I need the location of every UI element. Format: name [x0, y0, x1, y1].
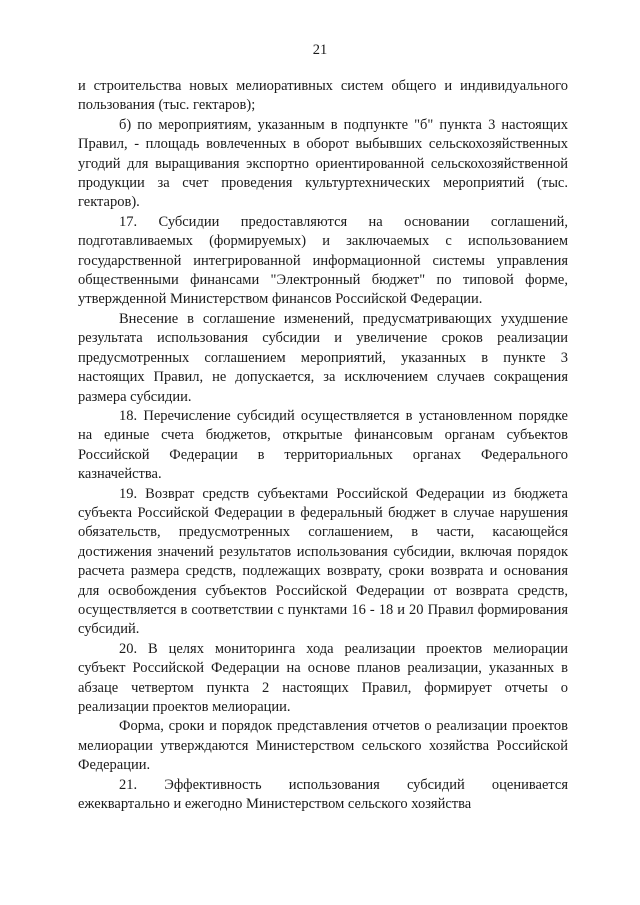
paragraph: и строительства новых мелиоративных систем общего и индивидуального пользования (тыс. гектаров); [78, 78, 568, 114]
paragraph: 20. В целях мониторинга хода реализации проектов мелиорации субъект Российской Федерации на основе планов реализации, указанных в абзаце четвертом пункта 2 настоящих Правил, формирует отчеты о реализации проектов мелиорации. [78, 640, 568, 715]
document-body [78, 77, 568, 814]
paragraph: Форма, сроки и порядок представления отчетов о реализации проектов мелиорации утверждаются Министерством сельского хозяйства Российской Федерации. [78, 718, 568, 774]
paragraph: Внесение в соглашение изменений, предусматривающих ухудшение результата использования субсидии и увеличение сроков реализации предусмотренных соглашением мероприятий, указанных в пункте 3 настоящих Правил, не допускается, за исключением случаев сокращения размера субсидии. [78, 310, 568, 405]
paragraph: 19. Возврат средств субъектами Российской Федерации из бюджета субъекта Российской Федерации в федеральный бюджет в случае нарушения обязательств, предусмотренных соглашением, в части, касающейся достижения значений результатов использования субсидии, включая порядок расчета размера средств, подлежащих возврату, сроки возврата и основания для освобождения субъектов Российской Федерации от возврата средств, осуществляется в соответствии с пунктами 16 - 18 и 20 Правил формирования субсидий. [78, 485, 568, 638]
paragraph: 17. Субсидии предоставляются на основании соглашений, подготавливаемых (формируемых) и заключаемых с использованием государственной интегрированной информационной системы управления общественными финансами "Электронный бюджет" по типовой форме, утвержденной Министерством финансов Российской Федерации. [78, 213, 568, 308]
paragraph: 18. Перечисление субсидий осуществляется в установленном порядке на единые счета бюджетов, открытые финансовым органам субъектов Российской Федерации в территориальных органах Федерального казначейства. [78, 407, 568, 483]
paragraph: б) по мероприятиям, указанным в подпункте "б" пункта 3 настоящих Правил, - площадь вовлеченных в оборот выбывших сельскохозяйственных угодий для выращивания экспортно ориентированной сельскохозяйственной продукции за счет проведения культуртехнических мероприятий (тыс. гектаров). [78, 116, 568, 211]
paragraph: 21. Эффективность использования субсидий оценивается ежеквартально и ежегодно Министерством сельского хозяйства [78, 776, 568, 813]
page-number: 21 [312, 42, 328, 58]
